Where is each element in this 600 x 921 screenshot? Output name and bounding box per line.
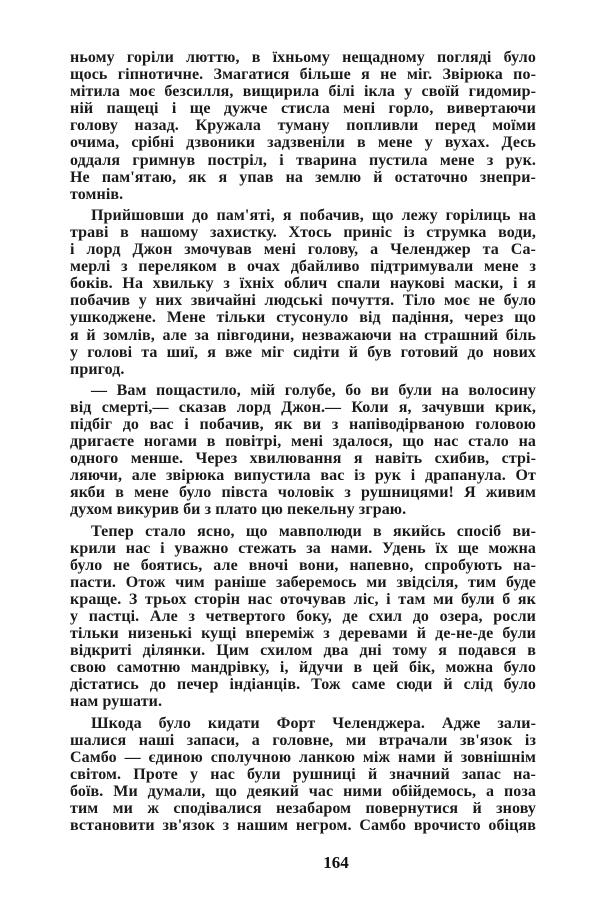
text-line: пасти. Отож чим раніше заберемось ми звідсіля, тим буде bbox=[70, 573, 536, 591]
text-line: ушкоджене. Мене тільки стусонуло від падіння, через що bbox=[70, 309, 536, 327]
text-line: Тепер стало ясно, що мавполюди в якийсь спосіб ви- bbox=[91, 522, 536, 540]
text-line: шалися наші запаси, а головне, ми втрачали зв'язок із bbox=[70, 731, 536, 749]
text-line: у пастці. Але з четвертого боку, де схил до озера, росли bbox=[70, 608, 536, 625]
text-line: мерлі з переляком в очах дбайливо підтримували мене з bbox=[70, 258, 536, 276]
text-line: у голові та шиї, я вже міг сидіти й був готовий до нових bbox=[70, 343, 536, 361]
text-line: тим ми ж сподівалися незабаром повернутися й знову bbox=[70, 800, 536, 818]
text-line: побачив у них звичайні людські почуття. Тіло моє не було bbox=[70, 292, 536, 310]
text-line: і лорд Джон змочував мені голову, а Челенджер та Са- bbox=[70, 241, 536, 259]
text-line: встановити зв'язок з нашим негром. Самбо врочисто обіцяв bbox=[70, 817, 536, 835]
text-line: я й зомлів, але за півгодини, незважаючи на страшний біль bbox=[70, 326, 536, 344]
paragraph bbox=[70, 49, 536, 203]
text-line: боків. На хвильку з їхніх облич спали наукові маски, і я bbox=[70, 275, 536, 293]
text-line: дістатись до печер індіанців. Тож саме сюди й слід було bbox=[70, 676, 536, 694]
text-line: ляючи, але звірюка випустила вас із рук і драпанула. От bbox=[70, 467, 536, 485]
text-line: очима, срібні дзвоники задзвеніли в мене у вухах. Десь bbox=[70, 134, 536, 152]
text-line: Прийшовши до пам'яті, я побачив, що лежу горілиць на bbox=[91, 206, 536, 224]
text-line: якби в мене було півста чоловік з рушницями! Я живим bbox=[70, 484, 536, 502]
text-line: ній пащеці і ще дужче стисла мені горло, вивертаючи bbox=[70, 100, 536, 118]
text-line: Самбо — єдиною сполучною ланкою між нами й зовнішнім bbox=[70, 748, 536, 766]
text-line: Шкода було кидати Форт Челенджера. Адже зали- bbox=[91, 714, 536, 732]
text-line: боїв. Ми думали, що деякий час ними обійдемось, а поза bbox=[70, 782, 536, 800]
text-line: крили нас і уважно стежать за нами. Удень їх ще можна bbox=[70, 539, 536, 557]
text-line: дригаєте ногами в повітрі, мені здалося, що нас стало на bbox=[70, 433, 536, 451]
text-line: — Вам пощастило, мій голубе, бо ви були на волосину bbox=[91, 381, 536, 399]
text-line: одного менше. Через хвилювання я навіть схибив, стрі- bbox=[70, 450, 536, 468]
text-line: голову назад. Кружала туману попливли перед моїми bbox=[70, 117, 536, 135]
text-line: мітила моє безсилля, вищирила білі ікла у своїй гидомир- bbox=[70, 83, 536, 101]
text-line: підбіг до вас і побачив, як ви з напіводірваною головою bbox=[70, 415, 536, 433]
paragraph bbox=[70, 715, 536, 835]
text-line: свою самотню мандрівку, і, йдучи в цей бік, можна було bbox=[70, 659, 536, 677]
text-line: томнів. bbox=[70, 185, 124, 203]
text-line: нам рушати. bbox=[70, 693, 163, 711]
text-line: пригод. bbox=[70, 360, 125, 378]
page-body bbox=[70, 49, 536, 838]
text-line: тільки низенькі кущі впереміж з деревами й де-не-де були bbox=[70, 625, 536, 643]
page-number: 164 bbox=[323, 853, 349, 872]
paragraph bbox=[70, 382, 536, 519]
paragraph bbox=[70, 523, 536, 711]
text-line: від смерті,— сказав лорд Джон.— Коли я, зачувши крик, bbox=[70, 398, 536, 416]
text-line: світом. Проте у нас були рушниці й значний запас на- bbox=[70, 765, 536, 783]
text-line: було не боятись, але вночі вони, напевно, спробують на- bbox=[70, 556, 536, 574]
text-line: оддаля гримнув постріл, і тварина пустила мене з рук. bbox=[70, 151, 536, 169]
paragraph bbox=[70, 207, 536, 378]
text-line: краще. З трьох сторін нас оточував ліс, і там ми були б як bbox=[70, 590, 536, 608]
text-line: ньому горіли люттю, в їхньому нещадному погляді було bbox=[70, 49, 536, 66]
text-line: духом викурив би з плато цю пекельну зграю. bbox=[70, 501, 407, 519]
text-line: щось гіпнотичне. Змагатися більше я не міг. Звірюка по- bbox=[70, 66, 536, 84]
text-line: Не пам'ятаю, як я упав на землю й остаточно знепри- bbox=[70, 168, 536, 186]
text-line: відкриті ділянки. Цим схилом два дні тому я подався в bbox=[70, 642, 536, 660]
text-line: траві в нашому захистку. Хтось приніс із струмка води, bbox=[70, 223, 536, 241]
